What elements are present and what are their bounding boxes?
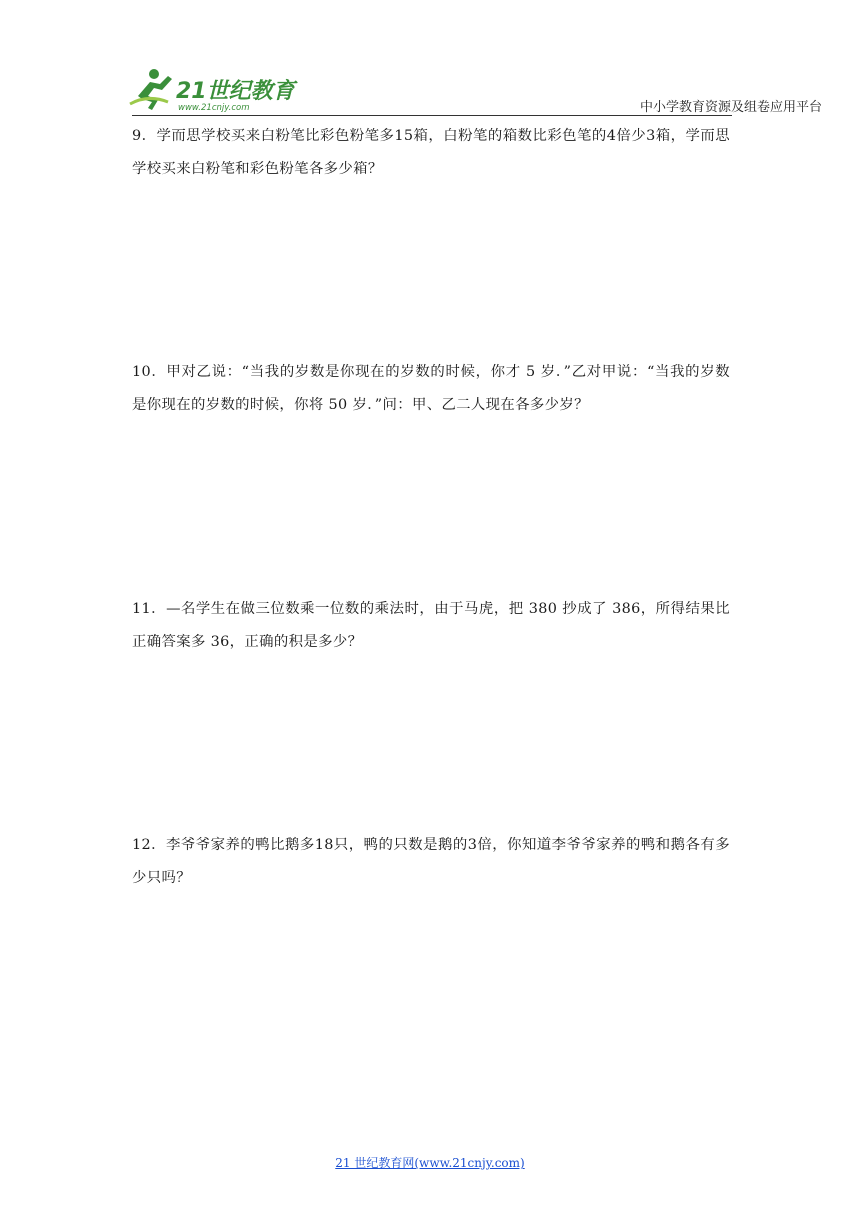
question-11: 11．—名学生在做三位数乘一位数的乘法时，由于马虎，把 380 抄成了 386，所得结果比正确答案多 36，正确的积是多少？ [132, 601, 730, 650]
header-divider [132, 115, 732, 116]
question-10: 10．甲对乙说：“当我的岁数是你现在的岁数的时候，你才 5 岁．”乙对甲说：“当我的岁数是你现在的岁数的时候，你将 50 岁．”问：甲、乙二人现在各多少岁？ [132, 364, 730, 413]
logo-text: 21世纪教育 [176, 79, 295, 104]
runner-icon [130, 69, 172, 110]
question-9: 9．学而思学校买来白粉笔比彩色粉笔多15箱，白粉笔的箱数比彩色笔的4倍少3箱，学而思学校买来白粉笔和彩色粉笔各多少箱？ [132, 128, 730, 177]
logo [128, 66, 308, 116]
logo-url: www.21cnjy.com [178, 103, 250, 113]
platform-title: 中小学教育资源及组卷应用平台 [639, 100, 822, 115]
question-12: 12．李爷爷家养的鸭比鹅多18只，鸭的只数是鹅的3倍，你知道李爷爷家养的鸭和鹅各有多少只吗？ [132, 837, 730, 886]
page-header [0, 0, 860, 120]
footer-link[interactable]: 21 世纪教育网(www.21cnjy.com) [335, 1156, 525, 1170]
